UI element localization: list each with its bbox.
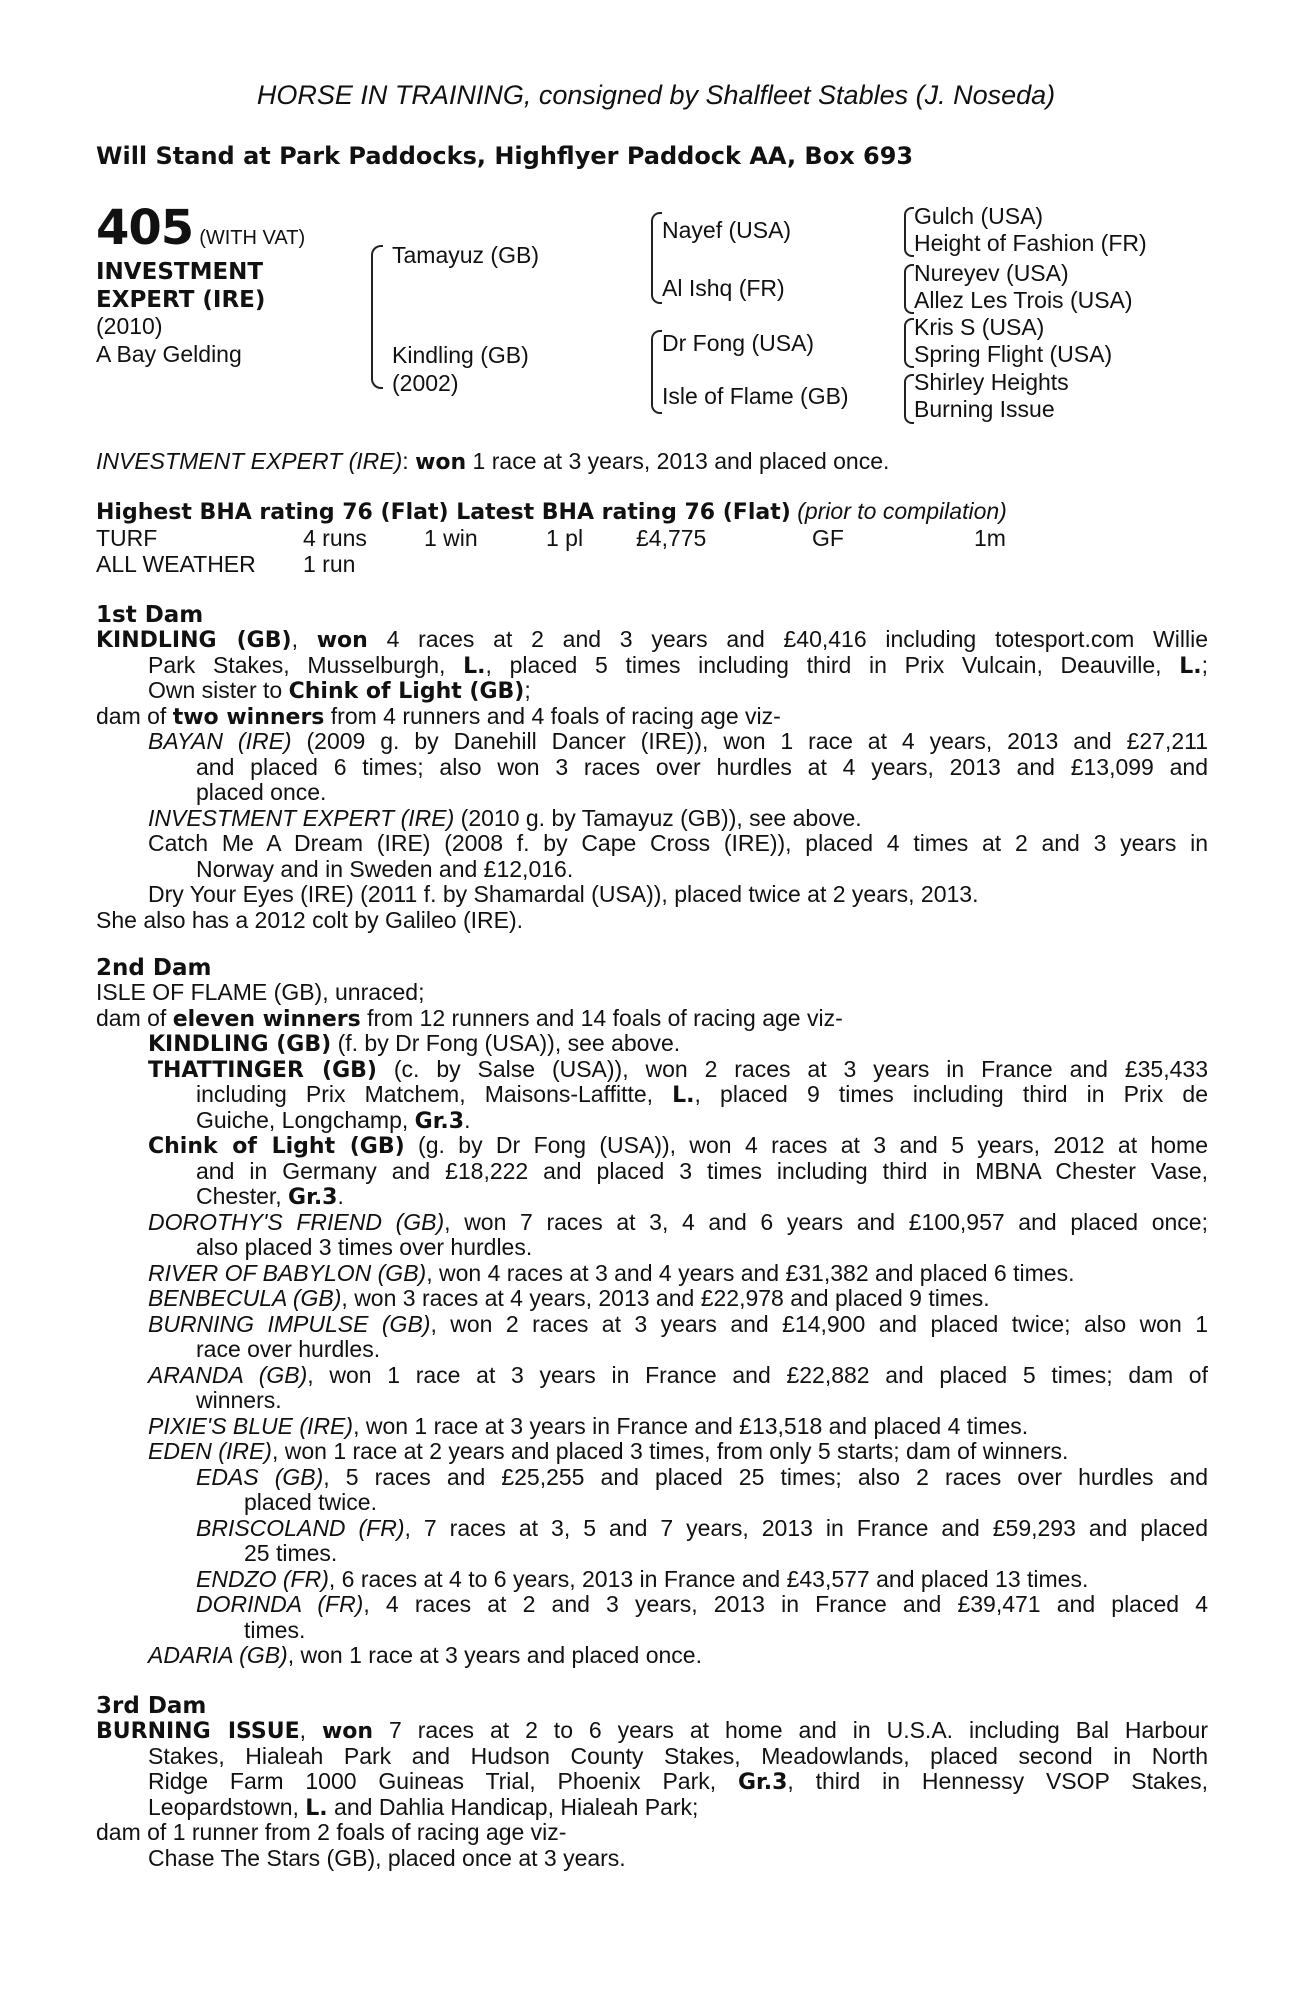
first-dam-line: She also has a 2012 colt by Galileo (IRE).: [96, 906, 524, 933]
grand-progeny-entry: EDAS (GB), 5 races and £25,255 and placed 25 times; also 2 races over hurdles and: [196, 1464, 1208, 1490]
pedigree-dam: Kindling (GB): [392, 342, 529, 368]
pedigree-sire-sire: Nayef (USA): [662, 217, 792, 243]
brace-g3: [904, 318, 914, 368]
progeny-entry: BAYAN (IRE) (2009 g. by Danehill Dancer (IRE)), won 1 race at 4 years, 2013 and £27,211: [148, 729, 1208, 754]
pedigree-dam-sire: Dr Fong (USA): [662, 330, 815, 356]
pedigree-g7: Shirley Heights: [914, 369, 1069, 395]
first-dam-heading: 1st Dam: [96, 602, 204, 628]
progeny-entry-cont: including Prix Matchem, Maisons-Laffitte, L., placed 9 times including third in Prix de: [196, 1082, 1208, 1108]
progeny-entry-cont: Norway and in Sweden and £12,016.: [196, 855, 574, 882]
pedigree-g1: Gulch (USA): [914, 203, 1044, 229]
progeny-entry: PIXIE'S BLUE (IRE), won 1 race at 3 years in France and £13,518 and placed 4 times.: [148, 1412, 1029, 1439]
lot-header: [96, 200, 305, 256]
all-weather-record-row: ALL WEATHER 1 run: [96, 551, 356, 577]
race-summary: INVESTMENT EXPERT (IRE): won 1 race at 3 years, 2013 and placed once.: [96, 448, 890, 475]
progeny-entry-cont: race over hurdles.: [196, 1336, 381, 1362]
grand-progeny-entry-cont: times.: [244, 1616, 306, 1643]
progeny-entry-cont: and in Germany and £18,222 and placed 3 times including third in MBNA Chester Vase,: [196, 1158, 1208, 1184]
third-dam-line: Stakes, Hialeah Park and Hudson County Stakes, Meadowlands, placed second in North: [148, 1743, 1208, 1769]
progeny-entry: KINDLING (GB) (f. by Dr Fong (USA)), see above.: [148, 1030, 681, 1057]
progeny-entry-cont: Chester, Gr.3.: [196, 1183, 344, 1210]
progeny-entry: BENBECULA (GB), won 3 races at 4 years, 2013 and £22,978 and placed 9 times.: [148, 1285, 990, 1311]
grand-progeny-entry: ENDZO (FR), 6 races at 4 to 6 years, 2013 in France and £43,577 and placed 13 times.: [196, 1565, 1089, 1592]
horse-description: A Bay Gelding: [96, 341, 242, 367]
progeny-entry: INVESTMENT EXPERT (IRE) (2010 g. by Tamayuz (GB)), see above.: [148, 804, 862, 831]
progeny-entry-cont: winners.: [196, 1387, 282, 1413]
third-dam-line: Ridge Farm 1000 Guineas Trial, Phoenix Park, Gr.3, third in Hennessy VSOP Stakes,: [148, 1769, 1208, 1795]
progeny-entry-cont: and placed 6 times; also won 3 races over hurdles at 4 years, 2013 and £13,099 and: [196, 754, 1208, 780]
first-dam-line: Park Stakes, Musselburgh, L., placed 5 times including third in Prix Vulcain, Deauville, L.;: [148, 652, 1208, 678]
third-dam-line: Leopardstown, L. and Dahlia Handicap, Hialeah Park;: [148, 1793, 699, 1821]
pedigree-g2: Height of Fashion (FR): [914, 230, 1147, 256]
progeny-entry: Chase The Stars (GB), placed once at 3 years.: [148, 1844, 626, 1871]
grand-progeny-entry: BRISCOLAND (FR), 7 races at 3, 5 and 7 years, 2013 in France and £59,293 and placed: [196, 1515, 1208, 1541]
third-dam-line: dam of 1 runner from 2 foals of racing age viz-: [96, 1819, 567, 1845]
grand-progeny-entry: DORINDA (FR), 4 races at 2 and 3 years, 2013 in France and £39,471 and placed 4: [196, 1592, 1208, 1617]
progeny-entry: Dry Your Eyes (IRE) (2011 f. by Shamardal (USA)), placed twice at 2 years, 2013.: [148, 881, 979, 907]
stand-location: Will Stand at Park Paddocks, Highflyer Paddock AA, Box 693: [96, 142, 914, 170]
second-dam-heading: 2nd Dam: [96, 955, 212, 981]
second-dam-text: [96, 980, 1208, 1669]
pedigree-g5: Kris S (USA): [914, 314, 1045, 340]
brace-g1: [904, 207, 914, 257]
brace-dam-line: [651, 330, 662, 414]
pedigree-g8: Burning Issue: [914, 396, 1055, 422]
brace-g2: [904, 264, 914, 314]
third-dam-text: [96, 1718, 1208, 1871]
horse-name-line2: EXPERT (IRE): [96, 287, 266, 313]
third-dam-line: BURNING ISSUE, won 7 races at 2 to 6 years at home and in U.S.A. including Bal Harbour: [96, 1718, 1208, 1744]
brace-g4: [904, 374, 914, 424]
pedigree-dam-year: (2002): [392, 370, 459, 396]
progeny-entry: ADARIA (GB), won 1 race at 3 years and placed once.: [148, 1642, 702, 1668]
brace-sire-dam: [371, 245, 383, 389]
grand-progeny-entry-cont: placed twice.: [244, 1489, 377, 1515]
first-dam-text: [96, 627, 1208, 933]
first-dam-line: Own sister to Chink of Light (GB);: [148, 677, 531, 704]
first-dam-line: dam of two winners from 4 runners and 4 foals of racing age viz-: [96, 702, 781, 730]
progeny-entry-cont: placed once.: [196, 779, 327, 805]
progeny-entry: RIVER OF BABYLON (GB), won 4 races at 3 and 4 years and £31,382 and placed 6 times.: [148, 1259, 1075, 1286]
pedigree-g3: Nureyev (USA): [914, 260, 1069, 286]
pedigree-sire: Tamayuz (GB): [392, 242, 539, 268]
vat-label: (WITH VAT): [199, 227, 306, 249]
second-dam-line: ISLE OF FLAME (GB), unraced;: [96, 979, 425, 1005]
third-dam-heading: 3rd Dam: [96, 1693, 207, 1719]
brace-sire-line: [651, 212, 662, 304]
pedigree-sire-dam: Al Ishq (FR): [662, 275, 785, 301]
progeny-entry: ARANDA (GB), won 1 race at 3 years in France and £22,882 and placed 5 times; dam of: [148, 1362, 1208, 1388]
progeny-entry: DOROTHY'S FRIEND (GB), won 7 races at 3, 4 and 6 years and £100,957 and placed once;: [148, 1209, 1208, 1235]
consignment-title: HORSE IN TRAINING, consigned by Shalfleet Stables (J. Noseda): [256, 80, 1056, 110]
foaling-year: (2010): [96, 313, 163, 339]
pedigree-g6: Spring Flight (USA): [914, 341, 1113, 367]
catalogue-page: [96, 0, 1216, 2000]
progeny-entry: Chink of Light (GB) (g. by Dr Fong (USA)), won 4 races at 3 and 5 years, 2012 at home: [148, 1133, 1208, 1159]
first-dam-line: KINDLING (GB), won 4 races at 2 and 3 years and £40,416 including totesport.com Willie: [96, 627, 1208, 653]
progeny-entry: EDEN (IRE), won 1 race at 2 years and placed 3 times, from only 5 starts; dam of winners.: [148, 1438, 1069, 1464]
progeny-entry: BURNING IMPULSE (GB), won 2 races at 3 years and £14,900 and placed twice; also won 1: [148, 1311, 1208, 1337]
pedigree-g4: Allez Les Trois (USA): [914, 287, 1133, 313]
progeny-entry: Catch Me A Dream (IRE) (2008 f. by Cape Cross (IRE)), placed 4 times at 2 and 3 years in: [148, 831, 1208, 856]
second-dam-line: dam of eleven winners from 12 runners and 14 foals of racing age viz-: [96, 1004, 843, 1032]
pedigree-dam-dam: Isle of Flame (GB): [662, 383, 849, 409]
bha-rating: Highest BHA rating 76 (Flat) Latest BHA rating 76 (Flat) (prior to compilation): [96, 498, 1007, 525]
horse-name-line1: INVESTMENT: [96, 259, 264, 285]
grand-progeny-entry-cont: 25 times.: [244, 1540, 338, 1566]
lot-number: 405: [96, 200, 194, 256]
progeny-entry: THATTINGER (GB) (c. by Salse (USA)), won 2 races at 3 years in France and £35,433: [148, 1056, 1208, 1082]
turf-record-row: TURF 4 runs 1 win 1 pl £4,775 GF 1m: [96, 525, 1006, 551]
progeny-entry-cont: Guiche, Longchamp, Gr.3.: [196, 1106, 471, 1134]
progeny-entry-cont: also placed 3 times over hurdles.: [196, 1234, 533, 1260]
